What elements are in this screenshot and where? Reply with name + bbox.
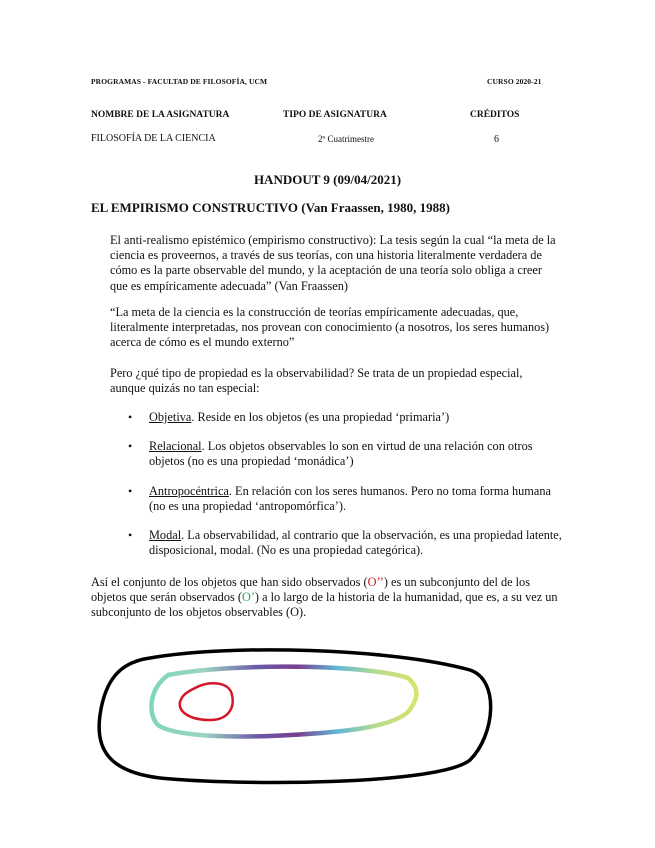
type-label: TIPO DE ASIGNATURA bbox=[283, 110, 387, 120]
set-to-be-observed-outline bbox=[151, 667, 416, 737]
set-observed-outline bbox=[180, 683, 233, 720]
properties-list bbox=[128, 410, 568, 572]
list-item bbox=[128, 484, 568, 514]
type-value: 2º Cuatrimestre bbox=[318, 134, 375, 144]
paragraph-subsets bbox=[91, 575, 561, 621]
paragraph-quote: “La meta de la ciencia es la construcción de teorías empíricamente adecuadas, que, literalmente interpretadas, nos provean con conocimiento (a nosotros, los seres humanos) acerca de cómo es el mundo externo” bbox=[110, 305, 550, 350]
bullet-text: . Los objetos observables lo son en virtud de una relación con otros objetos (no es una propiedad ‘monádica’) bbox=[149, 439, 533, 469]
paragraph-thesis: El anti-realismo epistémico (empirismo constructivo): La tesis según la cual “la meta de la ciencia es proveernos, a través de sus teorías, con una historia literalmente verdadera de cómo es la parte observable del mundo, y la aceptación de una teoría solo obliga a creer que es empíricamente adecuada” (Van Fraassen) bbox=[110, 233, 556, 293]
bullet-term: Objetiva bbox=[149, 410, 192, 424]
bullet-text: . En relación con los seres humanos. Pero no toma forma humana (no es una propiedad ‘antropomórfica’). bbox=[149, 483, 551, 513]
credits-value: 6 bbox=[494, 134, 499, 145]
handout-title: HANDOUT 9 (09/04/2021) bbox=[253, 172, 402, 187]
list-item bbox=[128, 410, 568, 425]
list-item bbox=[128, 528, 568, 558]
subject-value: FILOSOFÍA DE LA CIENCIA bbox=[91, 133, 216, 144]
bullet-term: Relacional bbox=[149, 439, 202, 454]
bullet-icon: • bbox=[128, 439, 133, 454]
nested-sets-diagram bbox=[90, 640, 510, 790]
paragraph-question: Pero ¿qué tipo de propiedad es la observabilidad? Se trata de un propiedad especial, aunque quizás no tan especial: bbox=[110, 366, 523, 396]
o-prime: O’ bbox=[241, 590, 255, 605]
closing-text-2: ) es un subconjunto del de los objetos que serán observados ( bbox=[91, 575, 530, 605]
bullet-text: . La observabilidad, al contrario que la observación, es una propiedad latente, disposicional, modal. (No es una propiedad categórica). bbox=[149, 528, 562, 558]
closing-text-3: ) a lo largo de la historia de la humanidad, que es, a su vez un subconjunto de los objetos observables (O). bbox=[91, 590, 558, 620]
set-observables-outline bbox=[99, 650, 491, 783]
bullet-term: Antropocéntrica bbox=[149, 483, 229, 498]
list-item bbox=[128, 439, 568, 469]
program-header: PROGRAMAS - FACULTAD DE FILOSOFÍA, UCM bbox=[91, 77, 268, 86]
bullet-icon: • bbox=[128, 528, 133, 543]
o-double-prime: O’’ bbox=[367, 575, 384, 589]
course-year: CURSO 2020-21 bbox=[487, 77, 542, 86]
bullet-icon: • bbox=[128, 410, 133, 424]
bullet-text: . Reside en los objetos (es una propiedad ‘primaria’) bbox=[191, 410, 450, 424]
subject-label: NOMBRE DE LA ASIGNATURA bbox=[91, 110, 230, 120]
section-title: EL EMPIRISMO CONSTRUCTIVO (Van Fraassen, 1980, 1988) bbox=[91, 200, 450, 215]
bullet-term: Modal bbox=[149, 528, 182, 543]
bullet-icon: • bbox=[128, 483, 133, 498]
credits-label: CRÉDITOS bbox=[470, 110, 520, 120]
closing-text-1: Así el conjunto de los objetos que han sido observados ( bbox=[91, 575, 368, 589]
